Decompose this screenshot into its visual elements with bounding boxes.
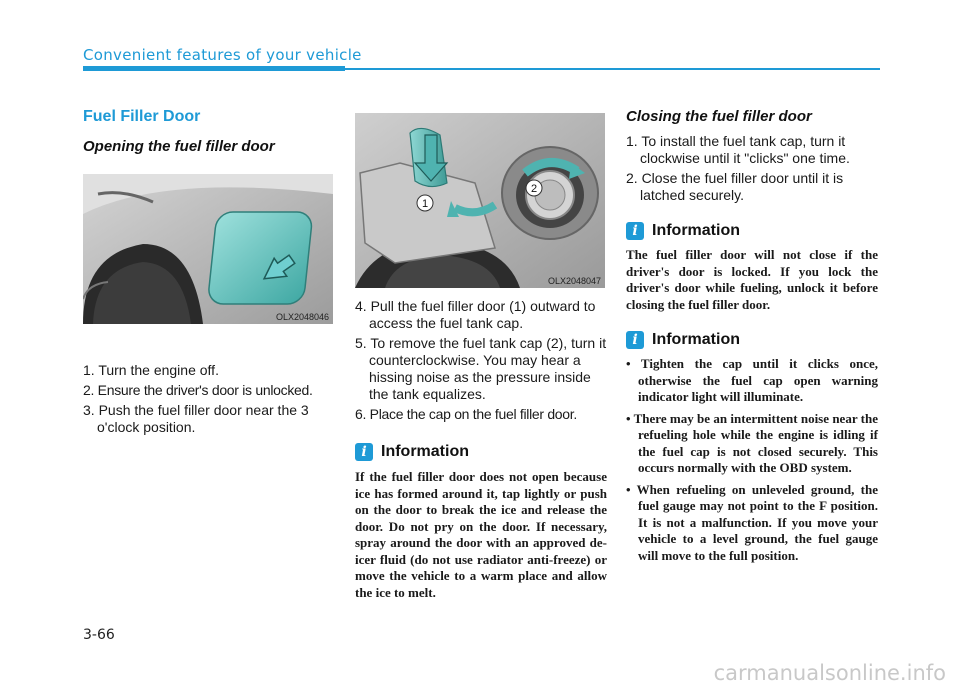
closing-subtitle: Closing the fuel filler door bbox=[626, 108, 812, 125]
information-heading bbox=[355, 443, 607, 461]
left-column bbox=[83, 108, 335, 439]
door-lock-information-text: The fuel filler door will not close if the driver's door is locked. If you lock the driver's door while fueling, unlock it before closing the fuel filler door. bbox=[626, 247, 878, 312]
fuel-door-closed-photo bbox=[83, 174, 333, 324]
ice-information-text: If the fuel filler door does not open because ice has formed around it, tap lightly or push on the door to break the ice and release the door. Do not pry on the door. If necessary, spray around the door with an approved de-icer fluid (do not use radiator anti-freeze) or move the vehicle to a warm place and allow the ice to melt. bbox=[355, 469, 607, 600]
car-side-illustration bbox=[83, 174, 333, 324]
info-icon: i bbox=[355, 443, 373, 461]
list-item: • Tighten the cap until it clicks once, otherwise the fuel cap open warning indicator light will illuminate. bbox=[626, 356, 878, 404]
watermark: carmanualsonline.info bbox=[713, 661, 946, 685]
header-rule bbox=[345, 68, 880, 70]
information-heading bbox=[626, 222, 878, 240]
list-item: 2. Ensure the driver's door is unlocked. bbox=[83, 382, 313, 398]
information-title: Information bbox=[381, 443, 469, 460]
header-rule-accent bbox=[83, 66, 345, 71]
information-title: Information bbox=[652, 222, 740, 239]
information-heading bbox=[626, 331, 878, 349]
fuel-cap-information-list bbox=[626, 356, 878, 564]
opening-subtitle: Opening the fuel filler door bbox=[83, 138, 275, 155]
section-title: Fuel Filler Door bbox=[83, 108, 201, 125]
list-item: 2. Close the fuel filler door until it is latched securely. bbox=[626, 170, 844, 203]
info-icon: i bbox=[626, 222, 644, 240]
image-code: OLX2048046 bbox=[275, 312, 329, 322]
list-item: 1. To install the fuel tank cap, turn it clockwise until it "clicks" one time. bbox=[626, 133, 850, 166]
chapter-header: Convenient features of your vehicle bbox=[83, 46, 362, 64]
list-item: 5. To remove the fuel tank cap (2), turn it counterclockwise. You may hear a hissing noise as the pressure inside the tank equalizes. bbox=[355, 335, 607, 402]
list-item: 1. Turn the engine off. bbox=[83, 362, 219, 378]
information-title: Information bbox=[652, 331, 740, 348]
callout-2: 2 bbox=[530, 183, 538, 195]
fuel-cap-open-photo bbox=[355, 113, 605, 288]
right-column bbox=[626, 108, 878, 569]
page-number: 3-66 bbox=[83, 627, 115, 643]
middle-column bbox=[355, 113, 607, 601]
opening-steps-list bbox=[83, 362, 335, 436]
removing-steps-list bbox=[355, 298, 607, 423]
list-item: 4. Pull the fuel filler door (1) outward to access the fuel tank cap. bbox=[355, 298, 596, 331]
list-item: 6. Place the cap on the fuel filler door. bbox=[355, 406, 577, 422]
list-item: • There may be an intermittent noise near the refueling hole while the engine is idling if the fuel cap is not closed securely. This occurs normally with the OBD system. bbox=[626, 410, 878, 475]
list-item: 3. Push the fuel filler door near the 3 o'clock position. bbox=[83, 402, 309, 435]
closing-steps-list bbox=[626, 133, 878, 204]
fuel-door-open-illustration bbox=[355, 113, 605, 288]
image-code: OLX2048047 bbox=[547, 276, 601, 286]
info-icon: i bbox=[626, 331, 644, 349]
callout-1: 1 bbox=[421, 198, 429, 210]
list-item: • When refueling on unleveled ground, the fuel gauge may not point to the F position. It is not a malfunction. If you move your vehicle to a level ground, the fuel gauge will move to the full position. bbox=[626, 481, 878, 563]
